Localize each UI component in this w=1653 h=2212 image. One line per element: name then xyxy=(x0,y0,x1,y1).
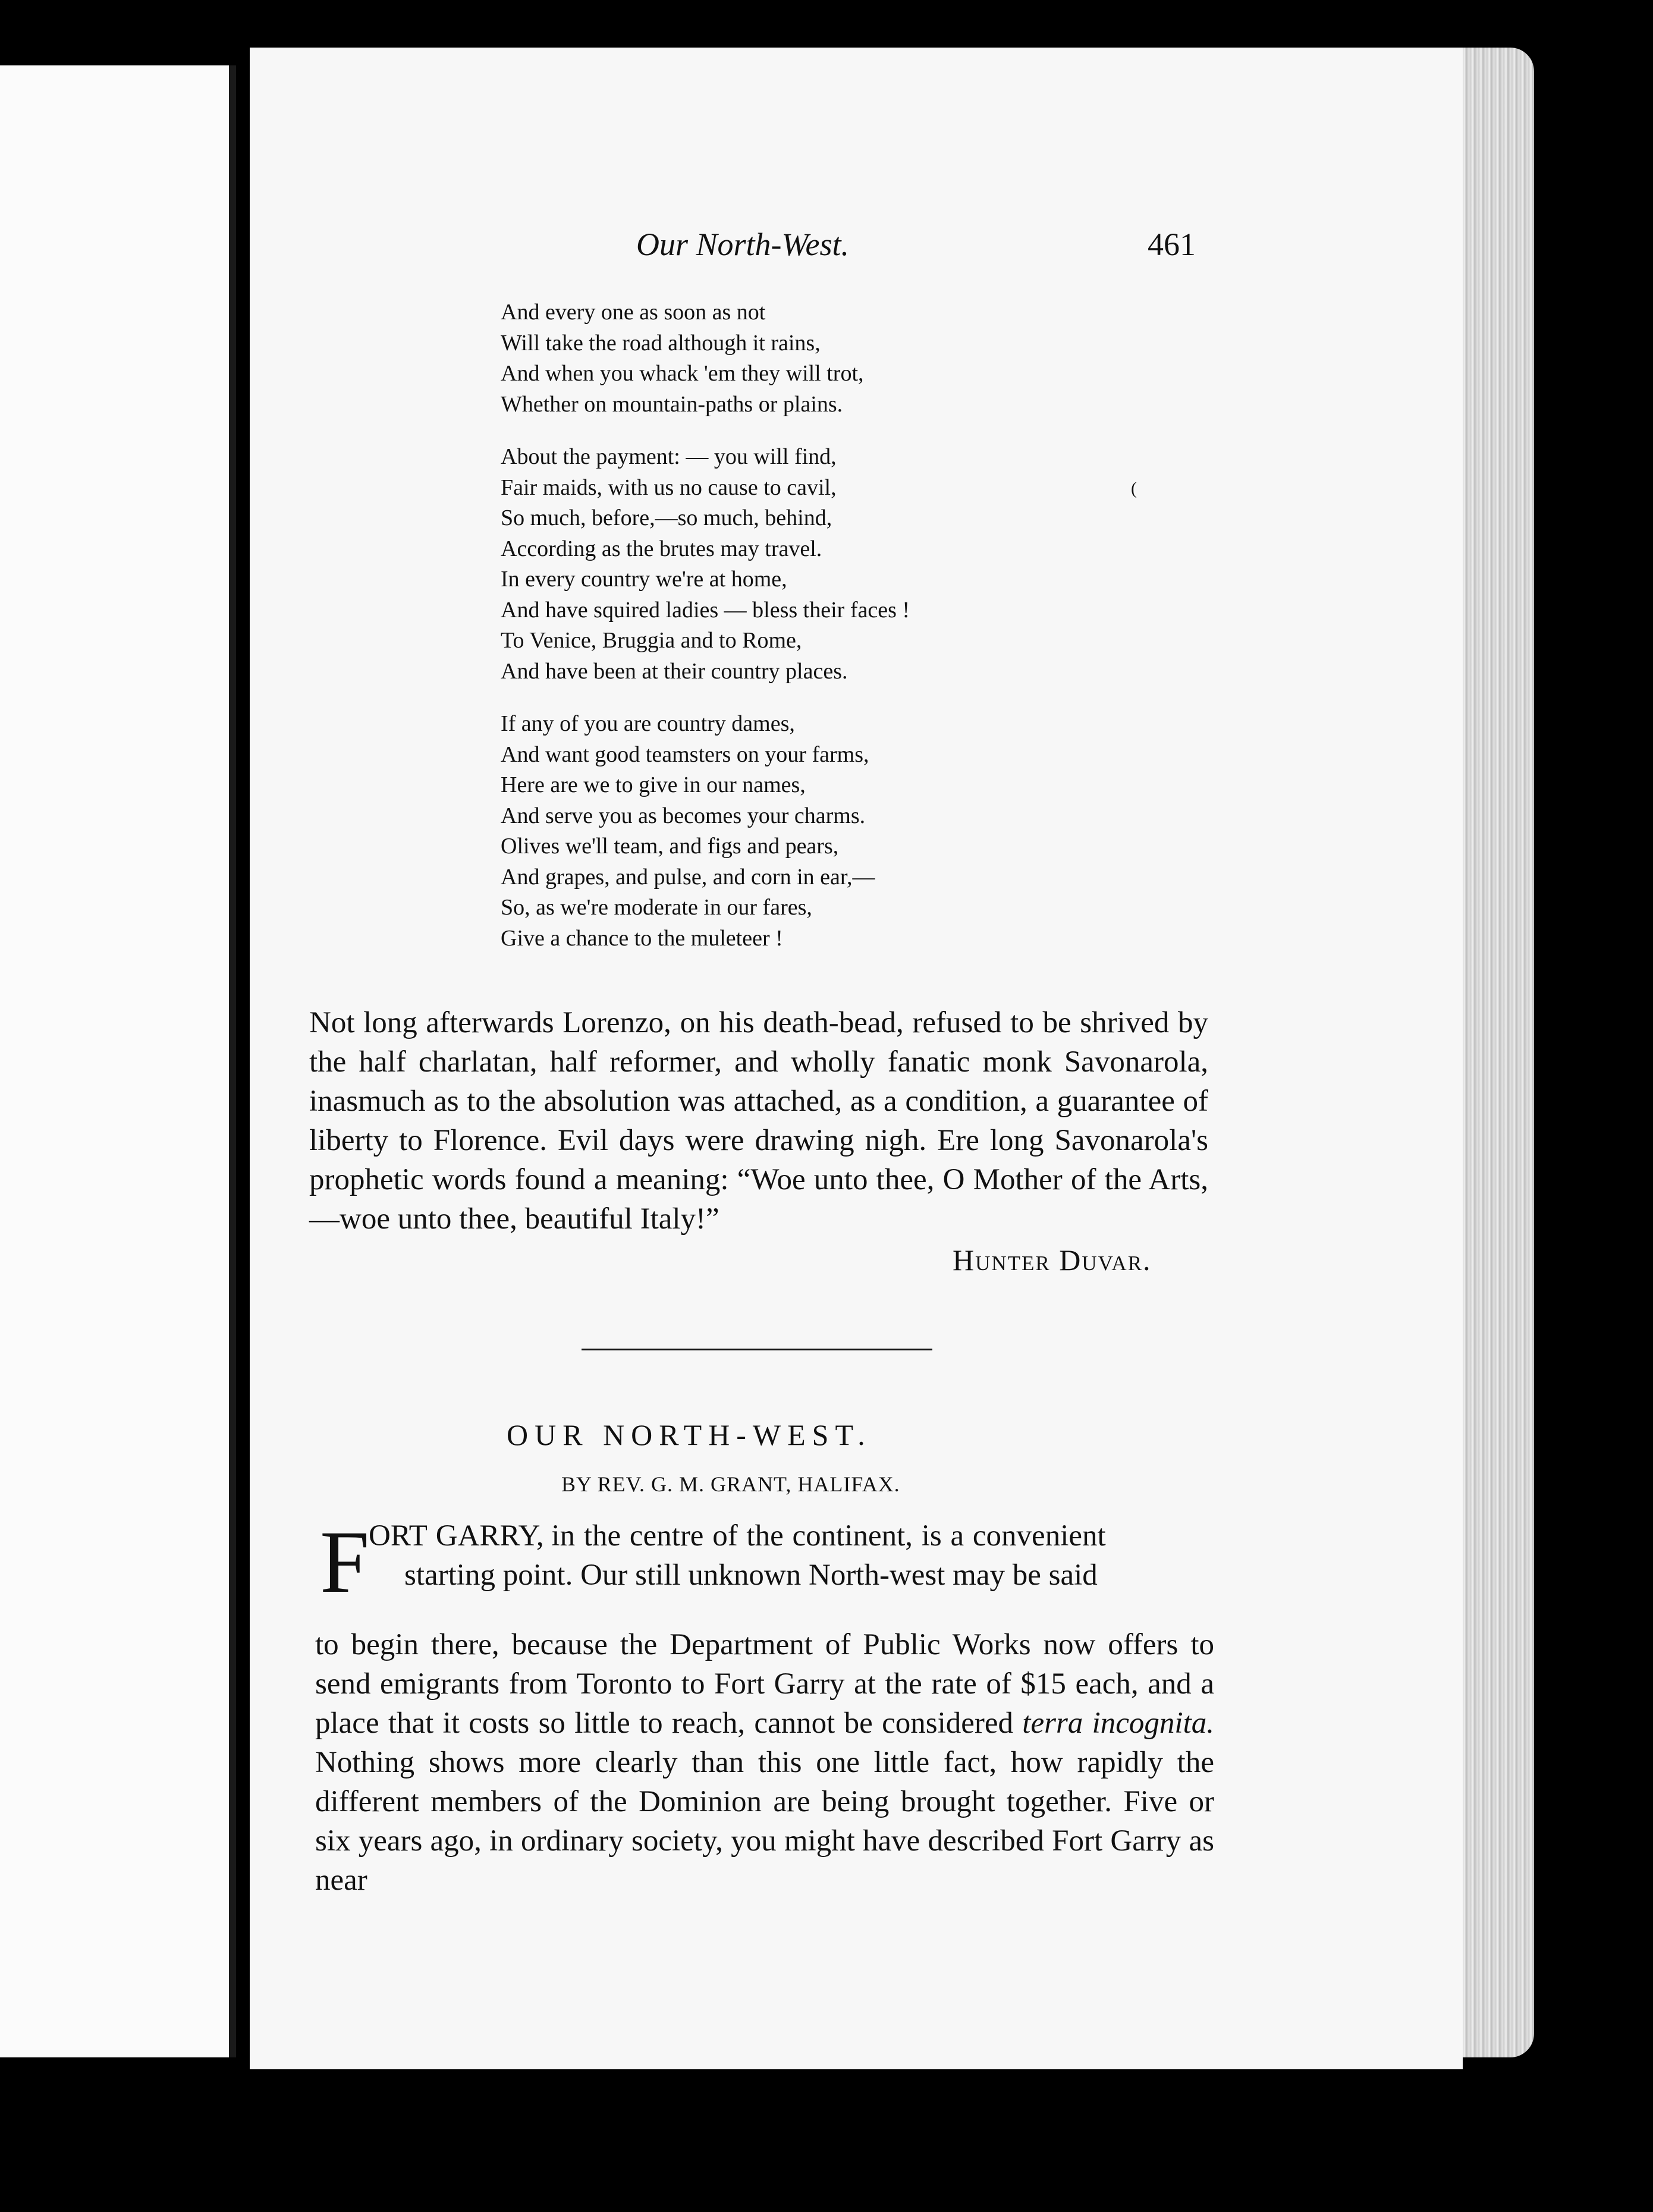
poem xyxy=(501,297,1333,976)
lead-text: in the centre of the continent, is a convenient xyxy=(551,1519,1106,1553)
poem-line: Fair maids, with us no cause to cavil, xyxy=(501,475,837,500)
first-word: ORT GARRY, xyxy=(369,1519,544,1553)
stanza-1 xyxy=(501,297,1333,420)
drop-cap: F xyxy=(320,1513,370,1611)
author-signature: Hunter Duvar. xyxy=(953,1243,1152,1277)
stanza-2 xyxy=(501,442,1333,687)
poem-line: And grapes, and pulse, and corn in ear,— xyxy=(501,864,875,890)
article-body xyxy=(315,1625,1214,1900)
facing-page xyxy=(0,65,229,2057)
poem-line: Will take the road although it rains, xyxy=(501,330,821,356)
poem-line: And every one as soon as not xyxy=(501,300,766,325)
section-divider xyxy=(582,1349,932,1350)
poem-line: In every country we're at home, xyxy=(501,567,787,592)
lead-line-2: starting point. Our still unknown North-west may be said xyxy=(404,1559,1098,1592)
italic-phrase: terra incognita. xyxy=(1022,1707,1214,1740)
poem-line: And have been at their country places. xyxy=(501,658,848,684)
poem-line: To Venice, Bruggia and to Rome, xyxy=(501,628,802,653)
body-text-continued: Nothing shows more clearly than this one little fact, how rapidly the different members of the Dominion are being brought together. Five or six years ago, in ordinary society, you might have described Fort Garry as near xyxy=(315,1746,1214,1897)
running-title: Our North-West. xyxy=(636,227,850,262)
closing-paragraph: Not long afterwards Lorenzo, on his death-bead, refused to be shrived by the half charlatan, half reformer, and wholly fanatic monk Savonarola, inasmuch as to the absolution was attached, as a condition, a guarantee of liberty to Florence. Evil days were drawing nigh. Ere long Savonarola's prophetic words found a meaning: “Woe unto thee, O Mother of the Arts,—woe unto thee, beautiful Italy!” xyxy=(309,1006,1208,1236)
page-number: 461 xyxy=(1148,227,1196,262)
poem-line: And want good teamsters on your farms, xyxy=(501,741,869,767)
stanza-3 xyxy=(501,709,1333,954)
article-title: OUR NORTH-WEST. xyxy=(507,1418,872,1451)
poem-line: If any of you are country dames, xyxy=(501,711,795,736)
poem-line: And have squired ladies — bless their faces ! xyxy=(501,597,910,623)
poem-line: Give a chance to the muleteer ! xyxy=(501,925,783,951)
poem-line: And serve you as becomes your charms. xyxy=(501,803,866,828)
poem-line: And when you whack 'em they will trot, xyxy=(501,361,864,386)
article-byline: BY REV. G. M. GRANT, HALIFAX. xyxy=(561,1472,900,1496)
lead-line xyxy=(369,1516,1214,1556)
poem-line: About the payment: — you will find, xyxy=(501,444,837,469)
book-gutter xyxy=(229,65,236,2057)
poem-line: Olives we'll team, and figs and pears, xyxy=(501,834,839,859)
poem-line: According as the brutes may travel. xyxy=(501,536,822,561)
body-text: to begin there, because the Department of Public Works now offers to send emigrants from Toronto to Fort Garry at the rate of $15 each, and a place that it costs so little to reach, cannot be considered xyxy=(315,1628,1214,1740)
poem-line: So, as we're moderate in our fares, xyxy=(501,895,812,920)
poem-line: So much, before,—so much, behind, xyxy=(501,505,832,530)
margin-mark: ( xyxy=(1131,479,1137,498)
poem-line: Whether on mountain-paths or plains. xyxy=(501,391,843,417)
poem-line: Here are we to give in our names, xyxy=(501,772,806,797)
